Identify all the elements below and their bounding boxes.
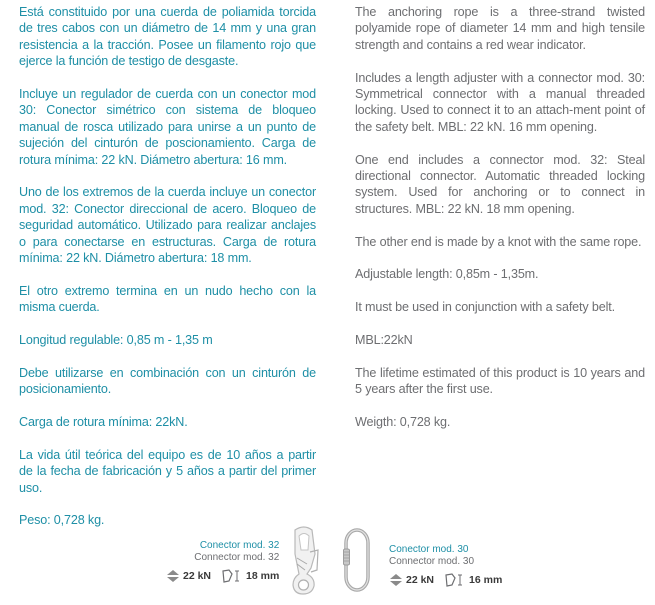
oval-carabiner-image <box>341 527 373 593</box>
connector-30-title-en: Connector mod. 30 <box>389 556 475 567</box>
es-paragraph-usage: Debe utilizarse en combinación con un cinturón de posicionamiento. <box>19 365 316 397</box>
es-paragraph-knot: El otro extremo termina en un nudo hecho con la misma cuerda. <box>19 283 316 315</box>
en-paragraph-rope: The anchoring rope is a three-strand twisted polyamide rope of diameter 14 mm and high tensile strength and contains a red wear indicator. <box>355 5 645 52</box>
connector-32-opening: 18 mm <box>246 570 280 582</box>
english-description-column <box>355 4 645 447</box>
en-paragraph-usage: It must be used in conjunction with a safety belt. <box>355 300 615 315</box>
connector-30-spec-row <box>389 573 502 587</box>
en-paragraph-mbl: MBL:22kN <box>355 333 413 348</box>
gate-opening-icon <box>444 573 466 587</box>
connector-32-title-en: Connector mod. 32 <box>194 552 280 563</box>
spanish-description-column <box>19 4 316 545</box>
en-paragraph-weight: Weigth: 0,728 kg. <box>355 415 451 430</box>
connector-30-strength: 22 kN <box>406 574 435 586</box>
es-paragraph-lifetime: La vida útil teórica del equipo es de 10 años a partir de la fecha de fabricación y 5 años a partir del primer uso. <box>19 447 316 495</box>
es-paragraph-mbl: Carga de rotura mínima: 22kN. <box>19 415 188 430</box>
en-paragraph-adjuster: Includes a length adjuster with a connector mod. 30: Symmetrical connector with a manual threaded locking. Used to connect it to an attach-ment point of the safety belt. MBL: 22 kN. 16 mm opening. <box>355 70 645 134</box>
strength-icon <box>166 569 180 583</box>
connector-mod-32-specs <box>166 540 279 583</box>
en-paragraph-lifetime: The lifetime estimated of this product is 10 years and 5 years after the first use. <box>355 365 645 397</box>
connector-30-title-es: Conector mod. 30 <box>389 544 469 555</box>
connector-30-opening: 16 mm <box>469 574 503 586</box>
en-paragraph-end-connector: One end includes a connector mod. 32: Steal directional connector. Automatic threaded locking system. Used for anchoring or to connect in structures. MBL: 22 kN. 18 mm opening. <box>355 152 645 216</box>
connector-32-spec-row <box>166 569 279 583</box>
es-paragraph-weight: Peso: 0,728 kg. <box>19 513 105 528</box>
es-paragraph-end-connector: Uno de los extremos de la cuerda incluye un conector mod. 32: Conector direccional de acero. Bloqueo de seguridad automático. Utilizado para realizar anclajes o para conectarse en estructuras. Carga de rotura mínima: 22 kN. Diámetro abertura: 18 mm. <box>19 185 316 266</box>
es-paragraph-length: Longitud regulable: 0,85 m - 1,35 m <box>19 333 213 348</box>
strength-icon <box>389 573 403 587</box>
gate-opening-icon <box>221 569 243 583</box>
snap-hook-image <box>285 524 323 596</box>
connector-32-strength: 22 kN <box>183 570 212 582</box>
en-paragraph-length: Adjustable length: 0,85m - 1,35m. <box>355 267 539 282</box>
en-paragraph-knot: The other end is made by a knot with the same rope. <box>355 234 642 249</box>
es-paragraph-adjuster: Incluye un regulador de cuerda con un conector mod 30: Conector simétrico con sistema de bloqueo manual de rosca utilizado para unirse a un punto de sujeción del cinturón de poscionamiento. Carga de rotura mínima: 22 kN. Diámetro abertura: 16 mm. <box>19 87 316 167</box>
connector-32-title-es: Conector mod. 32 <box>199 540 280 551</box>
connector-mod-30-specs <box>389 544 502 587</box>
es-paragraph-rope: Está constituido por una cuerda de poliamida torcida de tres cabos con un diámetro de 14 mm y una gran resistencia a la tracción. Posee un filamento rojo que ejerce la función de testigo de desgaste. <box>19 5 316 69</box>
